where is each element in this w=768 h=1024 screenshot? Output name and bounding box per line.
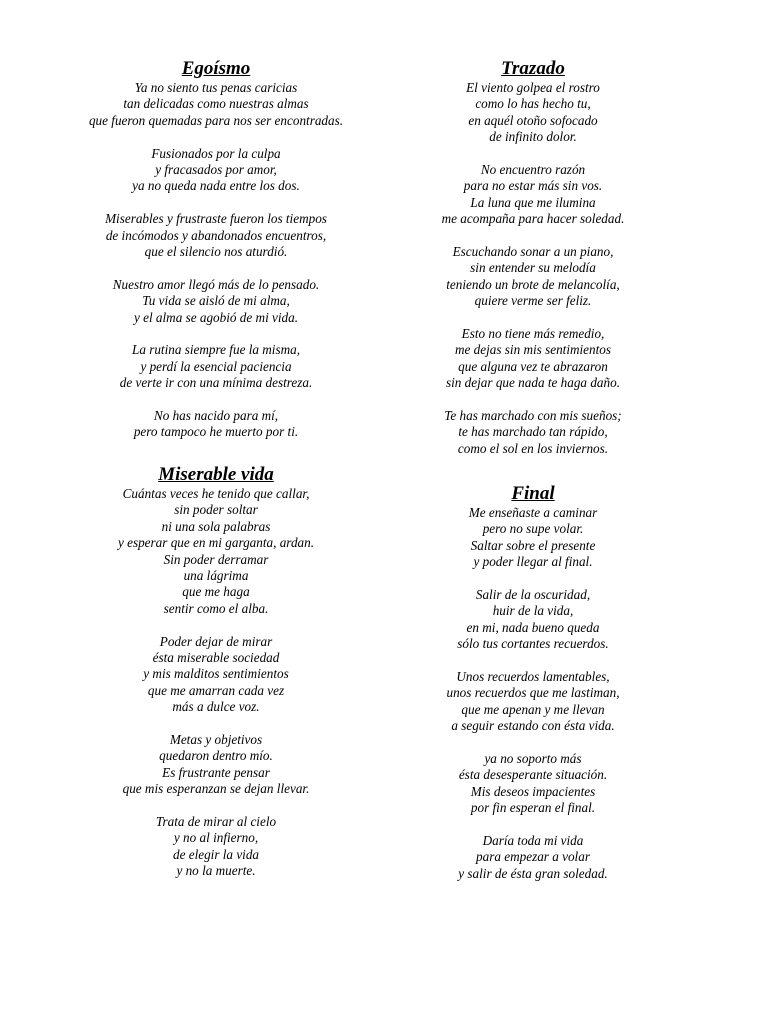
verse-line: pero tampoco he muerto por ti. — [133, 424, 299, 440]
verse-line: quiere verme ser feliz. — [474, 293, 592, 309]
verse-line: Mis deseos impacientes — [470, 783, 596, 799]
verse-line: La luna que me ilumina — [470, 194, 596, 210]
verse-line: Miserables y frustraste fueron los tiempos — [105, 211, 327, 227]
stanza — [383, 408, 683, 457]
verse-line: en mi, nada bueno queda — [466, 619, 600, 635]
verse-line: y no al infierno, — [173, 830, 259, 846]
verse-line: me acompaña para hacer soledad. — [441, 211, 625, 227]
verse-line: de incómodos y abandonados encuentros, — [105, 227, 327, 243]
verse-line: Salir de la oscuridad, — [475, 587, 591, 603]
verse-line: y fracasados por amor, — [155, 162, 277, 178]
stanza — [66, 408, 366, 441]
verse-line: como lo has hecho tu, — [475, 96, 591, 112]
verse-line: ésta desesperante situación. — [458, 767, 608, 783]
verse-line: Trata de mirar al cielo — [155, 814, 277, 830]
verse-line: en aquél otoño sofocado — [468, 112, 598, 128]
verse-line: La rutina siempre fue la misma, — [131, 342, 301, 358]
verse-line: para no estar más sin vos. — [463, 178, 603, 194]
verse-line: sentir como el alba. — [163, 600, 269, 616]
verse-line: y perdí la esencial paciencia — [140, 358, 292, 374]
poem-trazado — [383, 58, 683, 457]
stanza — [383, 751, 683, 817]
verse-line: Esto no tiene más remedio, — [461, 326, 605, 342]
stanza — [66, 146, 366, 195]
verse-line: más a dulce voz. — [172, 699, 260, 715]
stanza — [383, 162, 683, 228]
poem-title: Trazado — [501, 58, 565, 79]
stanza — [66, 80, 366, 129]
stanza — [66, 732, 366, 798]
stanza — [383, 326, 683, 392]
poem-egoismo — [66, 58, 366, 441]
verse-line: y esperar que en mi garganta, ardan. — [117, 535, 315, 551]
verse-line: por fin esperan el final. — [470, 800, 596, 816]
verse-line: pero no supe volar. — [482, 521, 584, 537]
verse-line: sin entender su melodía — [470, 260, 596, 276]
verse-line: que mis esperanzan se dejan llevar. — [122, 781, 310, 797]
verse-line: Nuestro amor llegó más de lo pensado. — [112, 276, 320, 292]
stanza — [383, 669, 683, 735]
verse-line: El viento golpea el rostro — [466, 80, 600, 95]
verse-line: unos recuerdos que me lastiman, — [446, 685, 620, 701]
poem-title: Egoísmo — [181, 58, 251, 79]
verse-line: Es frustrante pensar — [162, 764, 270, 780]
verse-line: una lágrima — [183, 568, 249, 584]
stanza — [66, 277, 366, 326]
stanza — [66, 342, 366, 391]
poem-final — [383, 483, 683, 882]
verse-line: que el silencio nos aturdió. — [144, 244, 288, 260]
stanza — [383, 244, 683, 310]
verse-line: Sin poder derramar — [163, 551, 269, 567]
verse-line: Fusionados por la culpa — [151, 145, 281, 161]
stanza — [66, 634, 366, 716]
verse-line: como el sol en los inviernos. — [457, 440, 609, 456]
stanza — [383, 833, 683, 882]
verse-line: Cuántas veces he tenido que callar, — [122, 486, 310, 501]
verse-line: que me amarran cada vez — [147, 682, 285, 698]
verse-line: que fueron quemadas para nos ser encontradas. — [88, 112, 344, 128]
verse-line: quedaron dentro mío. — [159, 748, 273, 764]
stanza — [383, 587, 683, 653]
poem-title: Miserable vida — [158, 464, 274, 485]
verse-line: de infinito dolor. — [489, 129, 577, 145]
verse-line: y el alma se agobió de mi vida. — [133, 309, 299, 325]
verse-line: y poder llegar al final. — [473, 554, 593, 570]
verse-line: y no la muerte. — [176, 863, 256, 879]
stanza — [66, 814, 366, 880]
verse-line: No has nacido para mí, — [153, 408, 279, 424]
poem-title: Final — [511, 483, 555, 504]
verse-line: que me apenan y me llevan — [461, 701, 605, 717]
verse-line: me dejas sin mis sentimientos — [454, 342, 612, 358]
verse-line: ya no soporto más — [484, 751, 582, 767]
verse-line: Te has marchado con mis sueños; — [444, 408, 622, 424]
verse-line: Poder dejar de mirar — [159, 633, 273, 649]
verse-line: de verte ir con una mínima destreza. — [119, 375, 313, 391]
verse-line: teniendo un brote de melancolía, — [446, 276, 620, 292]
verse-line: que alguna vez te abrazaron — [458, 358, 608, 374]
verse-line: tan delicadas como nuestras almas — [123, 96, 309, 112]
verse-line: ni una sola palabras — [161, 518, 271, 534]
verse-line: Saltar sobre el presente — [470, 537, 596, 553]
verse-line: de elegir la vida — [172, 846, 260, 862]
verse-line: Ya no siento tus penas caricias — [134, 80, 298, 95]
poem-miserable-vida — [66, 464, 366, 880]
verse-line: huir de la vida, — [492, 603, 574, 619]
stanza — [66, 211, 366, 260]
verse-line: Metas y objetivos — [169, 732, 263, 748]
verse-line: Escuchando sonar a un piano, — [452, 244, 614, 260]
verse-line: sin dejar que nada te haga daño. — [446, 375, 620, 391]
stanza — [383, 80, 683, 146]
verse-line: sin poder soltar — [174, 502, 258, 518]
verse-line: No encuentro razón — [480, 162, 586, 178]
stanza — [383, 505, 683, 571]
verse-line: a seguir estando con ésta vida. — [451, 718, 615, 734]
verse-line: y mis malditos sentimientos — [143, 666, 289, 682]
verse-line: que me haga — [182, 584, 250, 600]
verse-line: Daría toda mi vida — [482, 833, 584, 849]
verse-line: Unos recuerdos lamentables, — [456, 669, 610, 685]
verse-line: para empezar a volar — [476, 849, 590, 865]
verse-line: sólo tus cortantes recuerdos. — [457, 636, 609, 652]
verse-line: Me enseñaste a caminar — [468, 505, 598, 520]
verse-line: ésta miserable sociedad — [152, 650, 280, 666]
verse-line: Tu vida se aisló de mi alma, — [142, 293, 290, 309]
stanza — [66, 486, 366, 617]
verse-line: y salir de ésta gran soledad. — [458, 865, 608, 881]
verse-line: te has marchado tan rápido, — [458, 424, 608, 440]
verse-line: ya no queda nada entre los dos. — [132, 178, 300, 194]
